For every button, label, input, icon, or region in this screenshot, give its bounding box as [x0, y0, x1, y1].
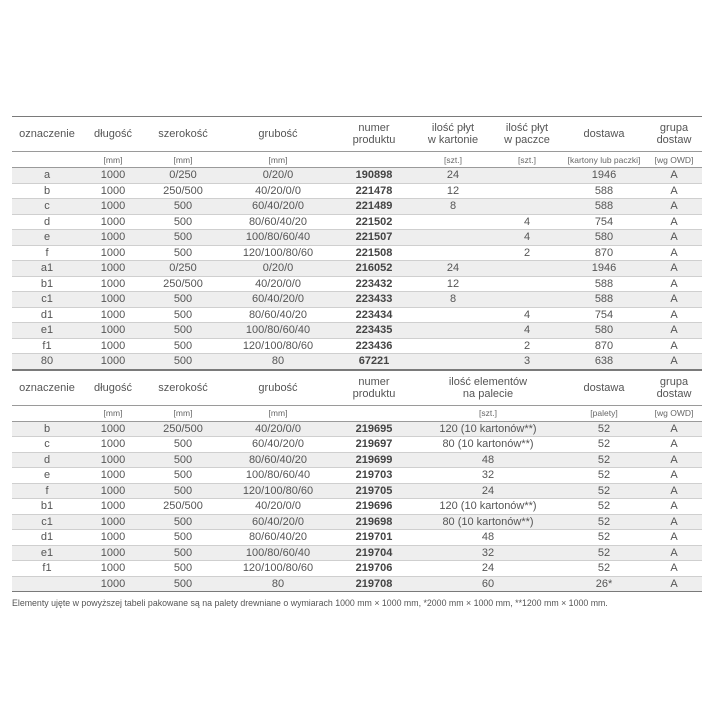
table-cell: A — [670, 339, 678, 352]
table-cell: A — [670, 422, 678, 435]
table-cell: 4 — [523, 231, 531, 244]
table-cell: A — [670, 324, 678, 337]
unit-cell: [wg OWD] — [654, 154, 694, 165]
unit-cell — [12, 152, 82, 168]
unit-cell: [mm] — [173, 154, 193, 165]
column-header: dostawa — [583, 128, 625, 140]
table-cell — [414, 307, 492, 323]
table-cell: 500 — [173, 324, 193, 337]
table-row — [12, 576, 702, 592]
table-cell — [492, 183, 562, 199]
table-cell: 8 — [449, 293, 457, 306]
table-cell: 219698 — [355, 515, 393, 528]
unit-cell — [12, 405, 82, 421]
table-cell: 120 (10 kartonów**) — [439, 500, 537, 513]
table-cell: 500 — [173, 531, 193, 544]
table-cell: f1 — [42, 339, 52, 352]
table-cell: A — [670, 531, 678, 544]
table-cell: 60 — [481, 577, 495, 590]
table-cell: 223434 — [355, 308, 393, 321]
unit-cell: [szt.] — [444, 154, 462, 165]
table-cell: 221508 — [355, 246, 393, 259]
table-cell — [492, 168, 562, 184]
table-cell — [12, 576, 82, 592]
table-cell: A — [670, 484, 678, 497]
table-cell: 1000 — [100, 453, 126, 466]
table-cell: A — [670, 215, 678, 228]
table-cell: b1 — [40, 277, 54, 290]
table-cell: 219703 — [355, 469, 393, 482]
table-cell: 1000 — [100, 293, 126, 306]
column-header: dostawa — [583, 381, 625, 394]
table-cell: 80 (10 kartonów**) — [442, 438, 534, 451]
table-cell: 754 — [594, 215, 614, 228]
table-cell: 60/40/20/0 — [252, 515, 304, 528]
table-cell: 190898 — [355, 169, 393, 182]
table-row — [12, 514, 702, 530]
table-row — [12, 276, 702, 292]
table-cell: 52 — [597, 531, 611, 544]
table-row — [12, 338, 702, 354]
table-cell: 588 — [594, 277, 614, 290]
table-row — [12, 530, 702, 546]
table-cell: c1 — [41, 293, 53, 306]
table-cell: 500 — [173, 308, 193, 321]
unit-cell: [mm] — [103, 154, 123, 165]
table-cell: a — [43, 169, 51, 182]
table-cell: b — [43, 422, 51, 435]
table-cell — [414, 245, 492, 261]
table-cell: 870 — [594, 339, 614, 352]
unit-cell — [334, 405, 414, 421]
table-row — [12, 292, 702, 308]
table-cell: 40/20/0/0 — [255, 422, 301, 435]
table-cell: 1000 — [100, 500, 126, 513]
table-cell: 223433 — [355, 293, 393, 306]
table-cell: 223435 — [355, 324, 393, 337]
table-cell: 1000 — [100, 438, 126, 451]
table-cell: A — [670, 438, 678, 451]
table-cell: 8 — [449, 200, 457, 213]
table-cell: 580 — [594, 324, 614, 337]
product-table-boxes — [12, 116, 702, 370]
table-cell — [492, 199, 562, 215]
table-cell: 500 — [173, 562, 193, 575]
column-header: oznaczenie — [19, 381, 75, 394]
unit-cell: [palety] — [590, 408, 618, 418]
table-cell: 221489 — [355, 200, 393, 213]
table-cell — [414, 338, 492, 354]
table-cell: 0/250 — [169, 169, 197, 182]
column-header: oznaczenie — [19, 128, 75, 140]
table-cell: 0/20/0 — [262, 262, 294, 275]
table-cell: 221502 — [355, 215, 393, 228]
table-cell: f — [45, 484, 49, 497]
table-cell: 1000 — [100, 469, 126, 482]
table-cell: f — [45, 246, 49, 259]
table-cell: A — [670, 262, 678, 275]
table-cell: 219706 — [355, 562, 393, 575]
table-cell: 1946 — [591, 262, 617, 275]
table-cell: 40/20/0/0 — [255, 184, 301, 197]
table-row — [12, 561, 702, 577]
table-body — [12, 168, 702, 370]
table-cell: 1000 — [100, 355, 126, 368]
table-cell: A — [670, 577, 678, 590]
table-cell: 24 — [481, 562, 495, 575]
table-row — [12, 183, 702, 199]
table-cell: d1 — [40, 531, 54, 544]
table-row — [12, 437, 702, 453]
table-row — [12, 483, 702, 499]
table-cell: 80/60/40/20 — [248, 215, 308, 228]
table-cell: 588 — [594, 184, 614, 197]
table-cell: 52 — [597, 515, 611, 528]
table-cell: A — [670, 355, 678, 368]
table-cell: A — [670, 453, 678, 466]
table-cell: A — [670, 184, 678, 197]
table-cell: 120/100/80/60 — [242, 562, 314, 575]
column-header: szerokość — [158, 381, 208, 394]
table-cell: 500 — [173, 577, 193, 590]
table-cell: 52 — [597, 500, 611, 513]
table-cell: 754 — [594, 308, 614, 321]
table-cell — [414, 214, 492, 230]
table-row — [12, 421, 702, 437]
table-cell: 500 — [173, 453, 193, 466]
column-header: długość — [94, 128, 132, 140]
table-cell: 223432 — [355, 277, 393, 290]
table-row — [12, 199, 702, 215]
unit-cell: [mm] — [268, 154, 288, 165]
table-cell: A — [670, 515, 678, 528]
table-cell: A — [670, 293, 678, 306]
table-row — [12, 307, 702, 323]
table-cell: 1000 — [100, 484, 126, 497]
table-cell: 1000 — [100, 277, 126, 290]
table-cell: 1000 — [100, 262, 126, 275]
table-row — [12, 545, 702, 561]
unit-cell: [szt.] — [518, 154, 536, 165]
column-header: ilość elementów na palecie — [448, 375, 528, 400]
table-cell: 1000 — [100, 308, 126, 321]
table-cell: e1 — [40, 324, 54, 337]
table-cell: 0/250 — [169, 262, 197, 275]
table-cell: d1 — [40, 308, 54, 321]
table-cell: d — [43, 453, 51, 466]
column-header: grupa dostaw — [656, 375, 692, 400]
table-cell — [492, 276, 562, 292]
table-cell: A — [670, 546, 678, 559]
table-row — [12, 261, 702, 277]
table-cell: 219708 — [355, 577, 393, 590]
table-cell: 1000 — [100, 215, 126, 228]
table-cell: 1000 — [100, 231, 126, 244]
table-cell: 1000 — [100, 324, 126, 337]
table-cell: 500 — [173, 469, 193, 482]
table-cell: 221507 — [355, 231, 393, 244]
column-header: grubość — [258, 128, 298, 140]
table-cell: A — [670, 246, 678, 259]
table-cell: 500 — [173, 231, 193, 244]
unit-cell — [334, 152, 414, 168]
table-cell: e — [43, 469, 51, 482]
table-row — [12, 452, 702, 468]
table-row — [12, 168, 702, 184]
table-cell: 3 — [523, 355, 531, 368]
table-units-row — [12, 405, 702, 421]
table-row — [12, 214, 702, 230]
unit-cell: [szt.] — [479, 408, 497, 418]
table-cell: 100/80/60/40 — [245, 469, 311, 482]
table-cell: 4 — [523, 308, 531, 321]
table-cell: 100/80/60/40 — [245, 324, 311, 337]
table-cell: 1000 — [100, 577, 126, 590]
column-header: grubość — [258, 381, 298, 394]
table-cell: 219696 — [355, 500, 393, 513]
table-cell: 120/100/80/60 — [242, 339, 314, 352]
table-cell: f1 — [42, 562, 52, 575]
column-header: numer produktu — [352, 375, 396, 400]
table-cell: 2 — [523, 246, 531, 259]
table-cell: 250/500 — [163, 422, 203, 435]
unit-cell: [mm] — [268, 408, 288, 418]
table-cell: 60/40/20/0 — [252, 293, 304, 306]
table-cell: 1000 — [100, 200, 126, 213]
table-cell: d — [43, 215, 51, 228]
table-cell: 60/40/20/0 — [252, 438, 304, 451]
column-header: ilość płyt w kartonie — [427, 122, 479, 146]
table-cell: 219699 — [355, 453, 393, 466]
table-cell: 52 — [597, 484, 611, 497]
table-cell: 48 — [481, 531, 495, 544]
table-cell: 120/100/80/60 — [242, 484, 314, 497]
table-cell: 80/60/40/20 — [248, 531, 308, 544]
table-cell: b — [43, 184, 51, 197]
table-cell: e — [43, 231, 51, 244]
table-cell: 219697 — [355, 438, 393, 451]
unit-cell: [wg OWD] — [654, 408, 694, 418]
table-cell: 100/80/60/40 — [245, 546, 311, 559]
table-cell: 216052 — [355, 262, 393, 275]
table-cell: A — [670, 500, 678, 513]
table-cell: b1 — [40, 500, 54, 513]
table-cell: A — [670, 169, 678, 182]
table-cell: 0/20/0 — [262, 169, 294, 182]
table-cell: A — [670, 231, 678, 244]
table-cell: A — [670, 277, 678, 290]
table-cell: 24 — [446, 169, 460, 182]
table-cell: 1000 — [100, 339, 126, 352]
table-cell: 500 — [173, 484, 193, 497]
table-header-row — [12, 117, 702, 152]
table-cell: 80 — [40, 355, 54, 368]
table-cell: 221478 — [355, 184, 393, 197]
table-cell: c1 — [41, 515, 53, 528]
table-cell: A — [670, 469, 678, 482]
table-cell: 1000 — [100, 546, 126, 559]
table-cell: 580 — [594, 231, 614, 244]
tables-container — [12, 116, 702, 592]
table-cell: 588 — [594, 293, 614, 306]
table-cell: 1000 — [100, 169, 126, 182]
table-cell: 638 — [594, 355, 614, 368]
table-cell: A — [670, 308, 678, 321]
table-cell: 500 — [173, 515, 193, 528]
table-cell: 80/60/40/20 — [248, 308, 308, 321]
unit-cell: [mm] — [173, 408, 193, 418]
table-cell: 24 — [446, 262, 460, 275]
table-cell: 1946 — [591, 169, 617, 182]
table-units-row — [12, 152, 702, 168]
table-cell: 219705 — [355, 484, 393, 497]
table-cell — [414, 354, 492, 370]
table-cell: 80/60/40/20 — [248, 453, 308, 466]
table-cell: 52 — [597, 438, 611, 451]
table-cell: 500 — [173, 546, 193, 559]
table-cell: 40/20/0/0 — [255, 500, 301, 513]
table-cell: 588 — [594, 200, 614, 213]
column-header: ilość płyt w paczce — [504, 122, 550, 146]
table-cell: c — [44, 200, 50, 213]
table-header-row — [12, 370, 702, 405]
table-cell: 219695 — [355, 422, 393, 435]
table-cell: a1 — [40, 262, 54, 275]
table-cell: 52 — [597, 422, 611, 435]
table-cell: 1000 — [100, 515, 126, 528]
table-body — [12, 421, 702, 592]
table-cell: e1 — [40, 546, 54, 559]
table-cell: c — [44, 438, 50, 451]
table-cell — [414, 323, 492, 339]
footnote: Elementy ujęte w powyższej tabeli pakowane są na palety drewniane o wymiarach 1000 mm × 1000 mm, *2000 mm × 1000 mm, **1200 mm × 1000 mm. — [12, 598, 608, 608]
table-cell: 1000 — [100, 422, 126, 435]
table-cell: 12 — [446, 277, 460, 290]
table-cell: 1000 — [100, 184, 126, 197]
table-cell: 500 — [173, 293, 193, 306]
table-cell: 26* — [595, 577, 613, 590]
unit-cell: [kartony lub paczki] — [567, 154, 641, 165]
table-cell: A — [670, 200, 678, 213]
table-cell: 500 — [173, 246, 193, 259]
table-cell: 32 — [481, 546, 495, 559]
table-cell: 223436 — [355, 339, 393, 352]
column-header: długość — [94, 381, 132, 394]
table-cell: 1000 — [100, 246, 126, 259]
table-cell: 40/20/0/0 — [255, 277, 301, 290]
column-header: grupa dostaw — [656, 122, 692, 146]
table-row — [12, 468, 702, 484]
table-cell: 500 — [173, 355, 193, 368]
table-cell: A — [670, 562, 678, 575]
table-cell: 500 — [173, 339, 193, 352]
table-row — [12, 323, 702, 339]
table-row — [12, 230, 702, 246]
table-cell: 100/80/60/40 — [245, 231, 311, 244]
table-cell: 12 — [446, 184, 460, 197]
table-cell: 67221 — [358, 355, 390, 368]
table-cell: 219701 — [355, 531, 393, 544]
table-cell: 52 — [597, 469, 611, 482]
table-cell: 500 — [173, 215, 193, 228]
table-cell: 120 (10 kartonów**) — [439, 422, 537, 435]
table-cell: 80 — [271, 355, 285, 368]
table-cell — [492, 292, 562, 308]
column-header: numer produktu — [352, 122, 396, 146]
table-cell: 32 — [481, 469, 495, 482]
table-cell: 1000 — [100, 531, 126, 544]
table-row — [12, 499, 702, 515]
table-cell: 870 — [594, 246, 614, 259]
table-cell: 250/500 — [163, 277, 203, 290]
table-cell: 60/40/20/0 — [252, 200, 304, 213]
table-cell: 80 — [271, 577, 285, 590]
table-cell: 250/500 — [163, 500, 203, 513]
table-row — [12, 354, 702, 370]
column-header: szerokość — [158, 128, 208, 140]
table-cell — [414, 230, 492, 246]
table-cell: 219704 — [355, 546, 393, 559]
table-cell: 2 — [523, 339, 531, 352]
table-cell: 48 — [481, 453, 495, 466]
table-cell: 52 — [597, 453, 611, 466]
table-cell: 52 — [597, 546, 611, 559]
table-cell: 24 — [481, 484, 495, 497]
table-cell: 500 — [173, 200, 193, 213]
table-cell: 4 — [523, 324, 531, 337]
unit-cell: [mm] — [103, 408, 123, 418]
table-row — [12, 245, 702, 261]
table-cell: 500 — [173, 438, 193, 451]
table-cell: 52 — [597, 562, 611, 575]
table-cell: 4 — [523, 215, 531, 228]
table-cell — [492, 261, 562, 277]
table-cell: 1000 — [100, 562, 126, 575]
table-cell: 250/500 — [163, 184, 203, 197]
product-table-pallets — [12, 370, 702, 593]
table-cell: 120/100/80/60 — [242, 246, 314, 259]
table-cell: 80 (10 kartonów**) — [442, 515, 534, 528]
